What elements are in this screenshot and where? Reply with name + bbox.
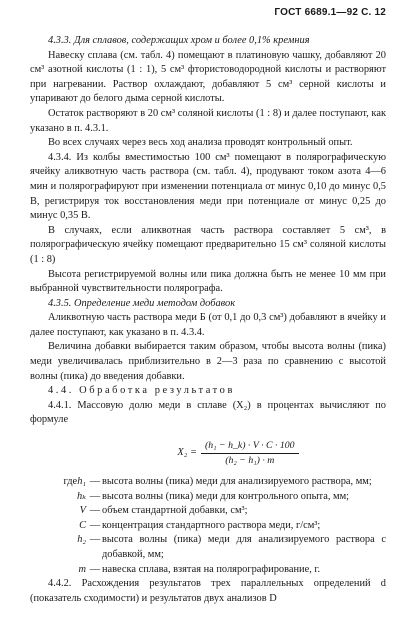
document-body <box>30 34 386 606</box>
legend-dash: — <box>89 519 101 531</box>
legend-dash: — <box>89 563 101 575</box>
paragraph: Величина добавки выбирается таким образом, чтобы высота волны (пика) меди увеличивалась приблизительно в 2—3 раза по сравнению с высотой волны (пика) до введения добавки. <box>30 341 386 382</box>
legend-symbol: C <box>79 519 86 531</box>
page-header: ГОСТ 6689.1—92 С. 12 <box>274 7 386 18</box>
legend-symbol: гдеh₁ <box>30 475 88 490</box>
legend-text: высота волны (пика) меди для анализируемого раствора, мм; <box>102 476 372 488</box>
legend-text: навеска сплава, взятая на полярографирование, г. <box>102 563 321 575</box>
legend-dash: — <box>89 534 101 546</box>
legend-symbol: m <box>78 563 86 575</box>
section-4-4-1-paragraph: 4.4.1. Массовую долю меди в сплаве (X₂) в процентах вычисляют по формуле <box>30 399 386 426</box>
legend-symbol: h₂ <box>77 534 86 546</box>
formula-legend <box>30 475 386 577</box>
paragraph: Навеску сплава (см. табл. 4) помещают в платиновую чашку, добавляют 20 см³ азотной кислоты (1 : 1), 5 см³ фтористоводородной кислоты и растворяют при нагревании. Раствор охлаждают, добавляют 5 см³ серной кислоты и упаривают до белого дыма серной кислоты. <box>30 49 386 105</box>
paragraph: Остаток растворяют в 20 см³ соляной кислоты (1 : 8) и далее поступают, как указано в п. 4.3.1. <box>30 107 386 134</box>
legend-row <box>30 563 386 578</box>
legend-text: объем стандартной добавки, см³; <box>102 505 248 517</box>
legend-symbol: hₖ <box>77 490 86 502</box>
section-4-4-heading: 4.4. Обработка результатов <box>48 385 235 397</box>
legend-dash: — <box>89 476 101 488</box>
section-4-3-3-heading: 4.3.3. Для сплавов, содержащих хром и более 0,1% кремния <box>48 35 310 46</box>
legend-text: концентрация стандартного раствора меди, г/см³; <box>102 519 321 531</box>
formula-lhs: X₂ = <box>177 447 197 459</box>
formula-denominator: (h₂ − h₁) · m <box>225 455 275 467</box>
legend-row <box>30 533 386 562</box>
formula-fraction <box>201 440 299 467</box>
paragraph: Аликвотную часть раствора меди Б (от 0,1 до 0,3 см³) добавляют в ячейку и далее поступают, как указано в п. 4.3.4. <box>30 312 386 338</box>
legend-symbol: V <box>79 505 86 517</box>
legend-row <box>30 490 386 505</box>
section-4-3-5-heading: 4.3.5. Определение меди методом добавок <box>48 297 236 309</box>
formula-numerator: (h₁ − h_k) · V · C · 100 <box>201 440 299 454</box>
legend-dash: — <box>89 490 101 502</box>
formula <box>90 440 386 467</box>
legend-text: высота волны (пика) меди для контрольного опыта, мм; <box>102 490 350 502</box>
legend-dash: — <box>89 505 101 517</box>
legend-where: где <box>63 476 78 488</box>
paragraph: Во всех случаях через весь ход анализа проводят контрольный опыт. <box>48 137 353 149</box>
legend-row <box>30 519 386 534</box>
section-4-3-4-paragraph: 4.3.4. Из колбы вместимостью 100 см³ помещают в полярографическую ячейку аликвотную часть раствора (см. табл. 4), продувают током азота 4—6 мин и полярографируют при изменении потенциала от минус 0,10 до минус 0,5 В, регистрируя ток восстановления меди при потенциале от минус 0,25 до минус 0,35 В. <box>30 151 386 222</box>
legend-row <box>30 504 386 519</box>
section-4-4-2-paragraph: 4.4.2. Расхождения результатов трех параллельных определений d (показатель сходимости) и результатов двух анализов D <box>30 578 386 604</box>
paragraph: Высота регистрируемой волны или пика должна быть не менее 10 мм при выбранной чувствительности полярографа. <box>30 268 386 295</box>
paragraph: В случаях, если аликвотная часть раствора составляет 5 см³, в полярографическую ячейку помещают предварительно 15 см³ соляной кислоты (1 : 8) <box>30 224 386 265</box>
legend-text: высота волны (пика) меди для анализируемого раствора с добавкой, мм; <box>102 534 386 560</box>
legend-row <box>30 475 386 490</box>
